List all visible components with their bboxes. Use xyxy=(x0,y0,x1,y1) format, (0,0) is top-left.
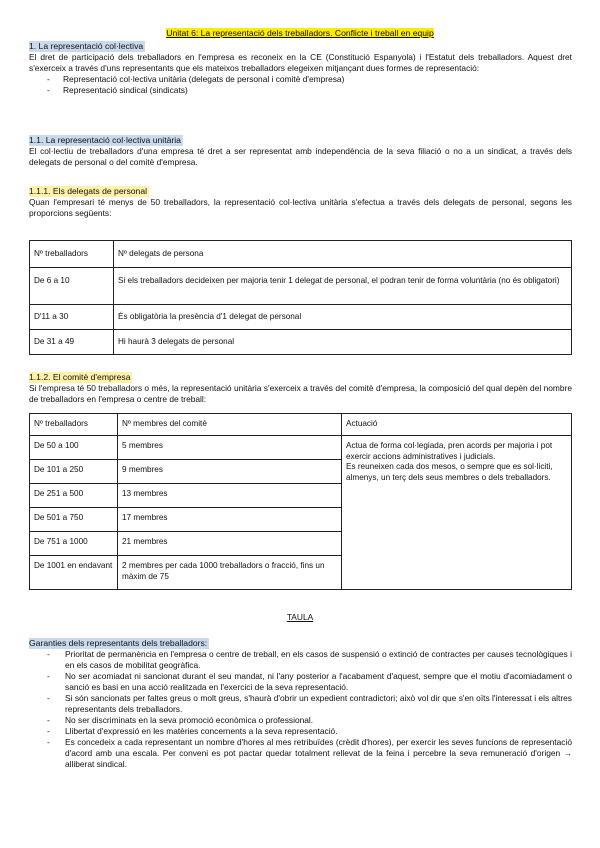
list-item: - Representació sindical (sindicats) xyxy=(63,85,572,96)
table-row xyxy=(30,330,572,355)
table-cell: D'11 a 30 xyxy=(30,305,114,330)
table-cell: 5 membres xyxy=(118,436,342,460)
section-heading: Garanties dels representants dels treballadors: xyxy=(29,638,208,648)
section-garanties xyxy=(29,638,572,770)
table-cell: 17 membres xyxy=(118,508,342,532)
table-header-row xyxy=(30,414,572,436)
list-item: - Si són sancionats per faltes greus o molt greus, s'haurà d'obrir un expedient contradictori; això vol dir que s'en oïts l'interessat i els altres representants dels treballadors. xyxy=(65,693,572,715)
comite-table-wrap xyxy=(29,413,572,590)
section-representacio-collectiva xyxy=(29,41,572,96)
table-header-cell: Nº treballadors xyxy=(30,241,114,268)
section-heading: 1.1. La representació col·lectiva unitària xyxy=(29,135,181,145)
section-text: Si l'empresa té 50 treballadors o més, la representació unitària s'exerceix a través del comitè d'empresa, la composició del qual depèn del nombre de treballadors en l'empresa o centre de treball: xyxy=(29,383,572,404)
table-cell: 9 membres xyxy=(118,460,342,484)
section-heading: 1. La representació col·lectiva xyxy=(29,41,144,51)
table-cell: De 6 a 10 xyxy=(30,268,114,305)
comite-table xyxy=(29,413,572,590)
list-item: - No ser discriminats en la seva promoció econòmica o professional. xyxy=(65,715,572,726)
section-heading: 1.1.1. Els delegats de personal xyxy=(29,186,148,196)
taula-label: TAULA xyxy=(286,612,314,622)
table-cell: De 251 a 500 xyxy=(30,484,118,508)
table-cell: 13 membres xyxy=(118,484,342,508)
table-row xyxy=(30,436,572,460)
bullet-list xyxy=(29,74,572,96)
actuacio-text: Actua de forma col·legiada, pren acords per majoria i pot exercir accions administratives i judicials. xyxy=(346,441,553,461)
section-text: El col·lectiu de treballadors d'una empresa té dret a ser representat amb independència de la seva filiació o no a un sindicat, a través dels delegats de personal o del comitè d'empresa. xyxy=(29,146,572,167)
delegats-table xyxy=(29,240,572,355)
section-representacio-unitaria xyxy=(29,135,572,168)
table-row xyxy=(30,268,572,305)
bullet-list xyxy=(29,649,572,770)
table-cell: És obligatòria la presència d'1 delegat de personal xyxy=(114,305,572,330)
table-header-cell: Nº membres del comitè xyxy=(118,414,342,436)
table-cell: Hi haurà 3 delegats de personal xyxy=(114,330,572,355)
section-comite-empresa xyxy=(29,372,572,405)
list-item: - Es concedeix a cada representant un nombre d'hores al mes retribuïdes (crèdit d'hores), per exercir les seves funcions de representació d'acord amb una escala. Per conveni es pot pactar quedar totalment rellevat de la feina i percebre la seva remuneració d'origen → alliberat sindical. xyxy=(65,737,572,770)
table-header-row xyxy=(30,241,572,268)
table-header-cell: Nº delegats de persona xyxy=(114,241,572,268)
section-delegats-personal xyxy=(29,186,572,219)
actuacio-cell xyxy=(342,436,572,590)
table-cell: De 501 a 750 xyxy=(30,508,118,532)
table-cell: 2 membres per cada 1000 treballadors o fracció, fins un màxim de 75 xyxy=(118,556,342,590)
table-cell: De 1001 en endavant xyxy=(30,556,118,590)
section-text: Quan l'empresari té menys de 50 treballadors, la representació col·lectiva unitària s'efectua a través dels delegats de personal, segons les proporcions següents: xyxy=(29,197,572,218)
table-cell: De 50 a 100 xyxy=(30,436,118,460)
table-cell: Si els treballadors decideixen per majoria tenir 1 delegat de personal, el podran tenir de forma voluntària (no és obligatori) xyxy=(114,268,572,305)
table-header-cell: Nº treballadors xyxy=(30,414,118,436)
list-item: - Llibertat d'expressió en les matèries concernents a la seva representació. xyxy=(65,726,572,737)
table-cell: De 31 a 49 xyxy=(30,330,114,355)
section-text: El dret de participació dels treballadors en l'empresa es reconeix en la CE (Constitució Espanyola) i l'Estatut dels treballadors. Aquest dret s'exerceix a través d'uns representants que els mateixos treballadors elegeixen mitjançant dues formes de representació: xyxy=(29,52,572,73)
table-cell: De 751 a 1000 xyxy=(30,532,118,556)
list-item: - Representació col·lectiva unitària (delegats de personal i comitè d'empresa) xyxy=(63,74,572,85)
list-item: - No ser acomiadat ni sancionat durant el seu mandat, ni l'any posterior a l'acabament d'aquest, sempre que el motiu d'acomiadament o sanció es basi en una acció realitzada en l'exercici de la seva representació. xyxy=(65,671,572,693)
delegats-table-wrap xyxy=(29,240,572,355)
table-cell: 21 membres xyxy=(118,532,342,556)
table-header-cell: Actuació xyxy=(342,414,572,436)
list-item: - Prioritat de permanència en l'empresa o centre de treball, en els casos de suspensió o extinció de contractes per causes tecnològiques i en els casos de mobilitat geogràfica. xyxy=(65,649,572,671)
table-row xyxy=(30,305,572,330)
section-heading: 1.1.2. El comitè d'empresa xyxy=(29,372,131,382)
document-title: Unitat 6: La representació dels treballadors. Conflicte i treball en equip xyxy=(166,28,434,38)
actuacio-text: Es reuneixen cada dos mesos, o sempre que es sol·liciti, almenys, un terç dels seus membres o dels treballadors. xyxy=(346,462,553,482)
table-cell: De 101 a 250 xyxy=(30,460,118,484)
